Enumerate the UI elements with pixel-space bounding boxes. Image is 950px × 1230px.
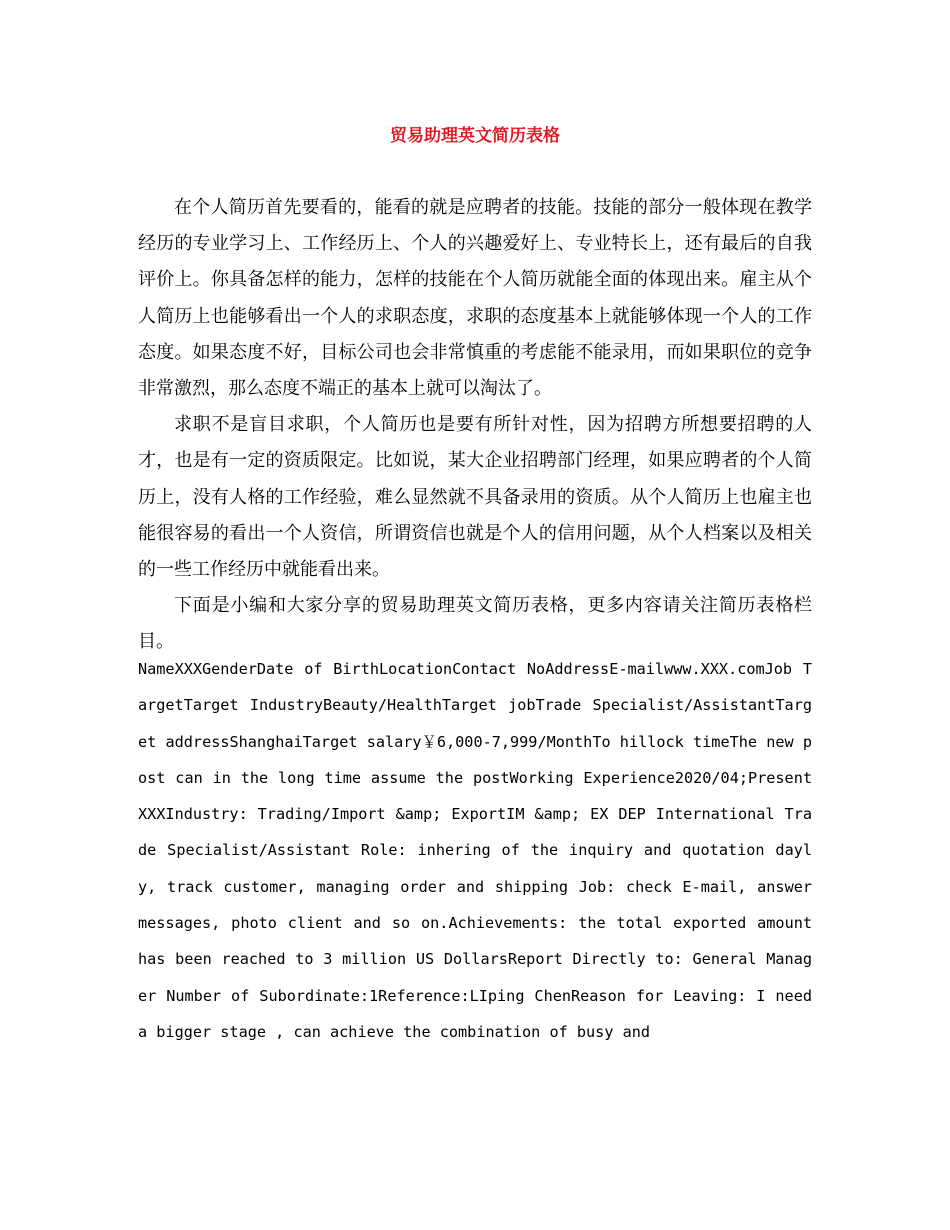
document-title: 贸易助理英文简历表格 <box>390 126 560 146</box>
intro-body <box>138 190 812 661</box>
resume-text: NameXXXGenderDate of BirthLocationContact NoAddressE-mailwww.XXX.comJob TargetTarget IndustryBeauty/HealthTarget jobTrade Specialist/AssistantTarget addressShanghaiTarget salary￥6,000-7,999/MonthTo hillock timeThe new post can in the long time assume the postWorking Experience2020/04;PresentXXXIndustry: Trading/Import &amp; ExportIM &amp; EX DEP International Trade Specialist/Assistant Role: inhering of the inquiry and quotation dayly, track customer, managing order and shipping Job: check E-mail, answer messages, photo client and so on.Achievements: the total exported amount has been reached to 3 million US DollarsReport Directly to: General Manager Number of Subordinate:1Reference:LIping ChenReason for Leaving: I need a bigger stage , can achieve the combination of busy and <box>138 660 812 1041</box>
paragraph-targeting: 求职不是盲目求职，个人简历也是要有所针对性，因为招聘方所想要招聘的人才，也是有一定的资质限定。比如说，某大企业招聘部门经理，如果应聘者的个人简历上，没有人格的工作经验，难么显然就不具备录用的资质。从个人简历上也雇主也能很容易的看出一个人资信，所谓资信也就是个人的信用问题，从个人档案以及相关的一些工作经历中就能看出来。 <box>138 414 812 581</box>
paragraph-skills: 在个人简历首先要看的，能看的就是应聘者的技能。技能的部分一般体现在教学经历的专业学习上、工作经历上、个人的兴趣爱好上、专业特长上，还有最后的自我评价上。你具备怎样的能力，怎样的技能在个人简历就能全面的体现出来。雇主从个人简历上也能够看出一个人的求职态度，求职的态度基本上就能够体现一个人的工作态度。如果态度不好，目标公司也会非常慎重的考虑能不能录用，而如果职位的竞争非常激烈，那么态度不端正的基本上就可以淘汰了。 <box>138 197 812 400</box>
paragraph-intro-resume: 下面是小编和大家分享的贸易助理英文简历表格，更多内容请关注简历表格栏目。 <box>138 595 812 653</box>
